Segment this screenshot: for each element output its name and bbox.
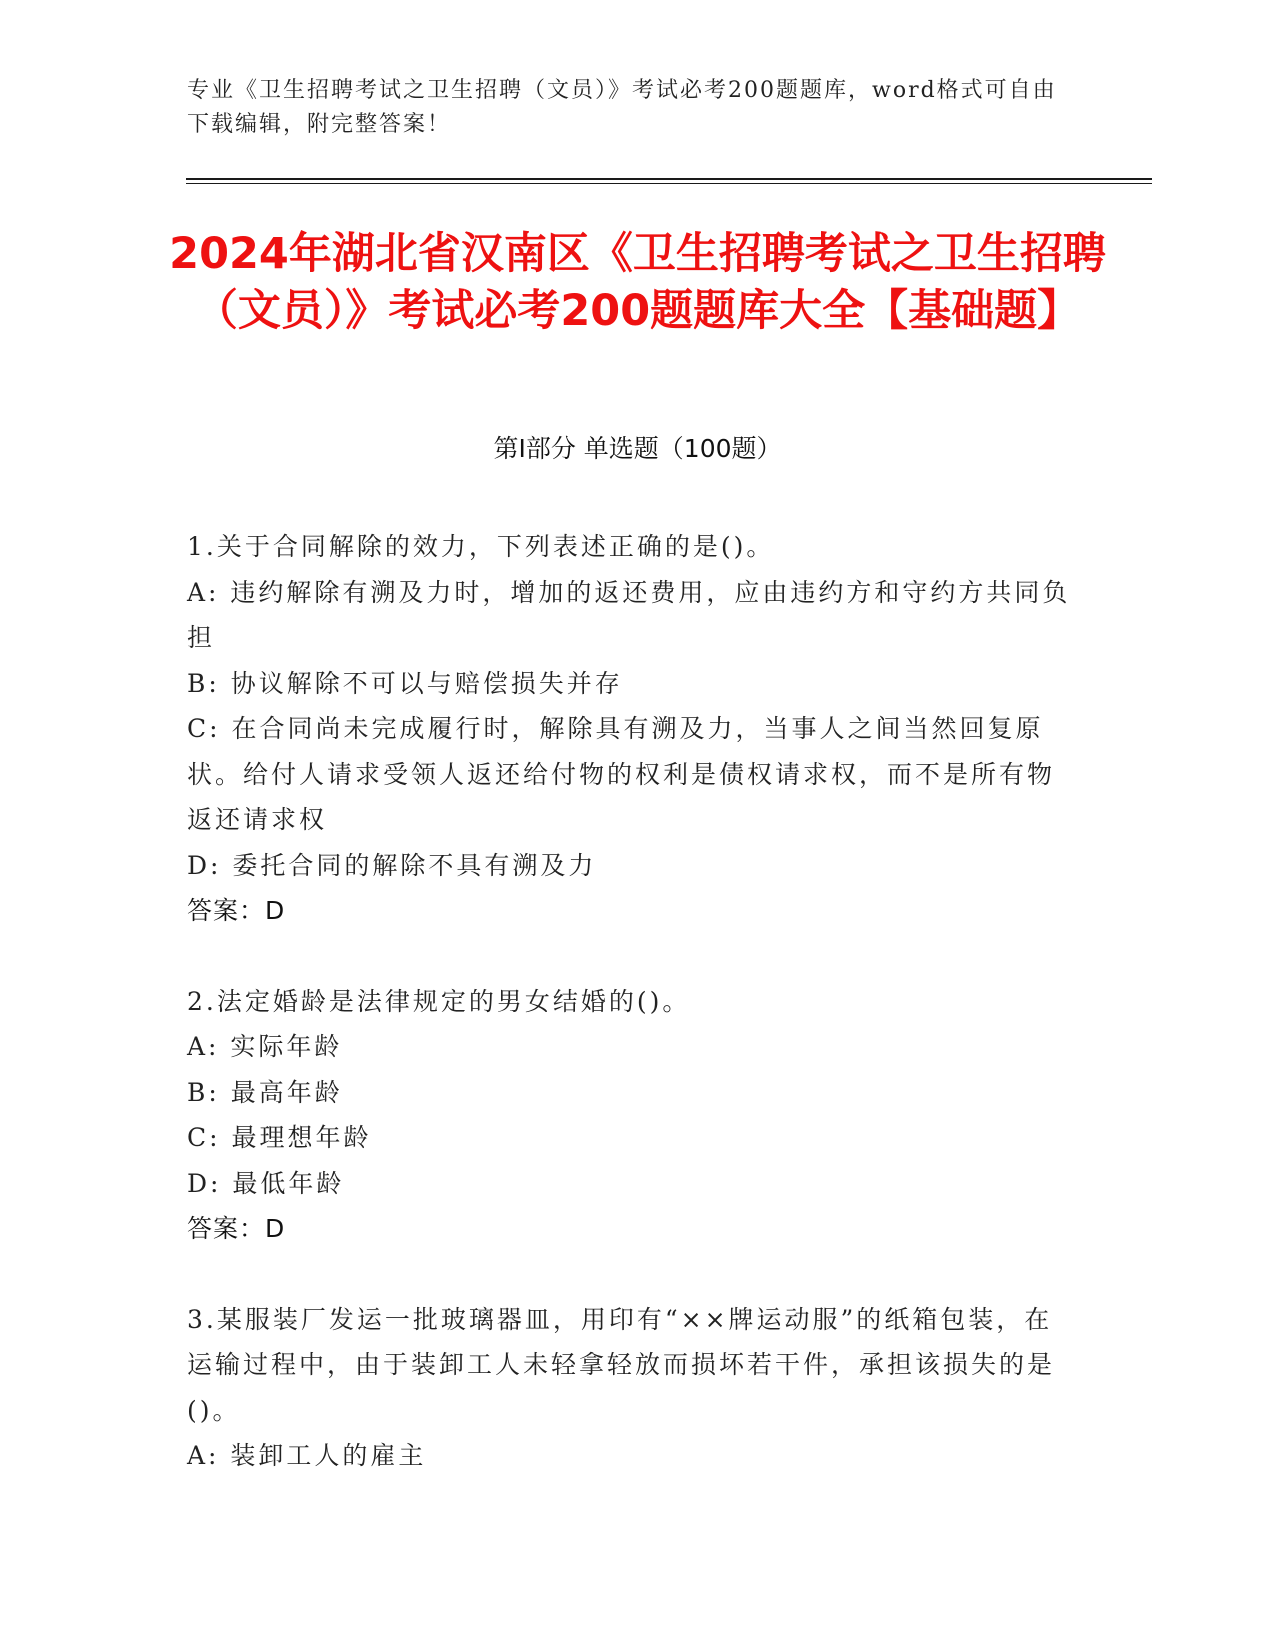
question-list [187,524,1072,1479]
question-stem: 1.关于合同解除的效力，下列表述正确的是()。 [187,532,775,561]
document-title: 2024年湖北省汉南区《卫生招聘考试之卫生招聘（文员）》考试必考200题题库大全【基础题】 [169,229,1106,336]
question-3 [187,1297,1072,1479]
question-stem: 2.法定婚龄是法律规定的男女结婚的()。 [187,986,691,1016]
answer: 答案：D [187,896,286,925]
option-b: B: 最高年龄 [187,1077,343,1107]
header-note: 专业《卫生招聘考试之卫生招聘（文员）》考试必考200题题库，word格式可自由下载编辑，附完整答案！ [187,78,1057,137]
question-spacer [187,1252,1072,1297]
option-c: C: 在合同尚未完成履行时，解除具有溯及力，当事人之间当然回复原状。给付人请求受领人返还给付物的权利是债权请求权，而不是所有物返还请求权 [187,714,1056,834]
option-b: B: 协议解除不可以与赔偿损失并存 [187,668,623,698]
option-c: C: 最理想年龄 [187,1123,372,1152]
question-spacer [187,934,1072,979]
answer: 答案：D [187,1214,286,1243]
option-a: A: 实际年龄 [187,1032,343,1061]
header-divider-thick [186,178,1152,180]
option-a: A: 装卸工人的雇主 [187,1441,427,1470]
question-1 [187,524,1072,934]
question-2 [187,979,1072,1252]
option-d: D: 最低年龄 [187,1168,345,1198]
option-a: A: 违约解除有溯及力时，增加的返还费用，应由违约方和守约方共同负担 [187,577,1071,652]
header-divider-thin [186,183,1152,184]
option-d: D: 委托合同的解除不具有溯及力 [187,850,597,880]
section-title: 第I部分 单选题（100题） [493,434,782,463]
question-stem: 3.某服装厂发运一批玻璃器皿，用印有“××牌运动服”的纸箱包装，在运输过程中，由于装卸工人未轻拿轻放而损坏若干件，承担该损失的是()。 [187,1304,1056,1425]
